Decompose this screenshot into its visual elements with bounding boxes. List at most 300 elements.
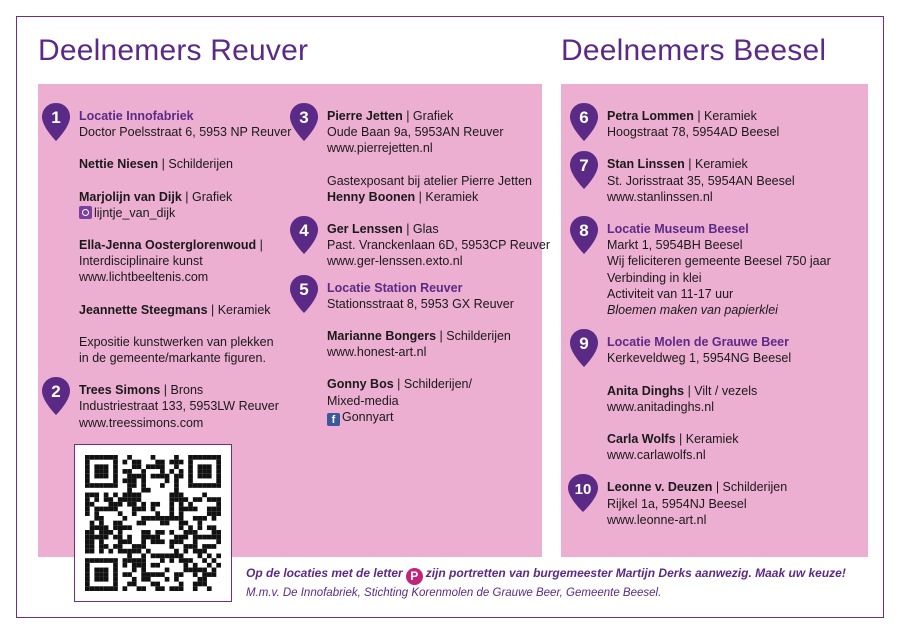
qr-module	[94, 586, 99, 591]
qr-module	[188, 568, 193, 573]
qr-module	[207, 474, 212, 479]
qr-module	[207, 535, 212, 540]
instagram-icon	[79, 206, 92, 219]
qr-module	[169, 507, 174, 512]
qr-module	[127, 469, 132, 474]
qr-module	[212, 511, 217, 516]
qr-module	[183, 549, 188, 554]
qr-module	[165, 516, 170, 521]
qr-module	[85, 469, 90, 474]
marker-number: 8	[579, 221, 589, 241]
website-link[interactable]: www.ger-lenssen.exto.nl	[327, 254, 463, 269]
website-link[interactable]: www.stanlinssen.nl	[607, 189, 713, 204]
qr-module	[165, 577, 170, 582]
qr-module	[94, 474, 99, 479]
artist-name: Nettie Niesen	[79, 157, 159, 172]
qr-module	[207, 525, 212, 530]
artist-gonny	[327, 376, 542, 425]
address: Rijkel 1a, 5954NJ Beesel	[607, 496, 747, 511]
qr-module	[202, 558, 207, 563]
qr-module	[132, 483, 137, 488]
qr-module	[141, 577, 146, 582]
artist-name: Henny Boonen	[327, 189, 416, 204]
qr-module	[123, 493, 128, 498]
entry-8	[579, 221, 862, 318]
exposition-line: in de gemeente/markante figuren.	[79, 351, 266, 366]
qr-module	[193, 507, 198, 512]
qr-module	[132, 502, 137, 507]
qr-module	[198, 582, 203, 587]
guest-exhibitor	[327, 173, 542, 205]
qr-module	[193, 455, 198, 460]
qr-module	[127, 497, 132, 502]
qr-module	[212, 507, 217, 512]
qr-module	[85, 572, 90, 577]
qr-code[interactable]	[74, 444, 232, 602]
qr-module	[179, 469, 184, 474]
qr-module	[174, 553, 179, 558]
qr-module	[141, 535, 146, 540]
qr-module	[104, 558, 109, 563]
qr-module	[216, 483, 221, 488]
qr-module	[141, 544, 146, 549]
qr-module	[179, 572, 184, 577]
qr-module	[174, 464, 179, 469]
qr-module	[155, 586, 160, 591]
artist-ella	[79, 237, 294, 286]
artist-discipline: | Keramiek	[684, 157, 748, 172]
qr-code-graphic	[85, 455, 221, 591]
marker-number: 7	[579, 156, 589, 176]
qr-module	[174, 497, 179, 502]
qr-module	[179, 502, 184, 507]
qr-module	[146, 549, 151, 554]
qr-module	[85, 511, 90, 516]
artist-discipline: | Schilderijen	[436, 329, 511, 344]
qr-module	[198, 535, 203, 540]
qr-module	[198, 455, 203, 460]
qr-module	[132, 493, 137, 498]
qr-module	[99, 474, 104, 479]
qr-module	[202, 577, 207, 582]
artist-name: Anita Dinghs	[607, 383, 685, 398]
qr-module	[108, 586, 113, 591]
qr-module	[108, 530, 113, 535]
website-link[interactable]: www.pierrejetten.nl	[327, 141, 433, 156]
address: Stationsstraat 8, 5953 GX Reuver	[327, 296, 514, 311]
qr-module	[137, 549, 142, 554]
qr-module	[123, 549, 128, 554]
artist-name: Trees Simons	[79, 383, 161, 398]
qr-module	[160, 516, 165, 521]
qr-module	[118, 539, 123, 544]
qr-module	[183, 558, 188, 563]
qr-module	[160, 539, 165, 544]
qr-module	[108, 549, 113, 554]
qr-module	[155, 535, 160, 540]
footer-text: Op de locaties met de letter	[246, 566, 403, 580]
exposition-note	[79, 334, 294, 366]
qr-module	[108, 507, 113, 512]
artist-discipline: | Grafiek	[181, 189, 233, 204]
qr-module	[99, 544, 104, 549]
qr-module	[94, 511, 99, 516]
qr-module	[165, 553, 170, 558]
qr-module	[212, 535, 217, 540]
location-name: Locatie Innofabriek	[79, 109, 194, 123]
qr-module	[127, 553, 132, 558]
marker-number: 10	[574, 481, 592, 499]
qr-module	[99, 455, 104, 460]
qr-module	[104, 586, 109, 591]
qr-module	[113, 464, 118, 469]
qr-module	[212, 483, 217, 488]
address: Doctor Poelsstraat 6, 5953 NP Reuver	[79, 125, 292, 140]
qr-module	[141, 507, 146, 512]
qr-module	[202, 572, 207, 577]
qr-module	[141, 469, 146, 474]
qr-module	[198, 469, 203, 474]
address: Hoogstraat 78, 5954AD Beesel	[607, 125, 780, 140]
marker-number: 9	[579, 334, 589, 354]
qr-module	[174, 460, 179, 465]
qr-module	[127, 582, 132, 587]
qr-module	[207, 544, 212, 549]
qr-module	[216, 469, 221, 474]
qr-module	[137, 493, 142, 498]
qr-module	[193, 568, 198, 573]
qr-module	[198, 525, 203, 530]
entry-9	[579, 334, 862, 366]
qr-module	[85, 558, 90, 563]
qr-module	[104, 493, 109, 498]
qr-module	[94, 497, 99, 502]
artist-discipline: | Keramiek	[415, 189, 479, 204]
qr-module	[179, 582, 184, 587]
qr-module	[151, 474, 156, 479]
qr-module	[198, 549, 203, 554]
artist-anita	[607, 383, 862, 415]
qr-module	[137, 521, 142, 526]
qr-module	[141, 539, 146, 544]
qr-module	[188, 464, 193, 469]
qr-module	[108, 455, 113, 460]
qr-module	[141, 502, 146, 507]
qr-module	[113, 544, 118, 549]
qr-module	[90, 539, 95, 544]
qr-module	[183, 507, 188, 512]
qr-module	[179, 516, 184, 521]
qr-module	[85, 530, 90, 535]
address: Kerkeveldweg 1, 5954NG Beesel	[607, 351, 792, 366]
qr-module	[174, 577, 179, 582]
marker-number: 1	[51, 108, 61, 127]
qr-module	[151, 455, 156, 460]
qr-module	[188, 502, 193, 507]
qr-module	[174, 539, 179, 544]
qr-module	[198, 568, 203, 573]
qr-module	[118, 535, 123, 540]
qr-module	[146, 577, 151, 582]
qr-module	[90, 544, 95, 549]
qr-module	[174, 455, 179, 460]
qr-module	[104, 455, 109, 460]
qr-module	[118, 511, 123, 516]
qr-module	[179, 497, 184, 502]
separator: |	[256, 238, 263, 253]
qr-module	[193, 563, 198, 568]
qr-module	[113, 582, 118, 587]
qr-module	[90, 558, 95, 563]
qr-module	[90, 455, 95, 460]
column-reuver-left	[51, 108, 294, 431]
qr-module	[179, 586, 184, 591]
qr-module	[212, 455, 217, 460]
map-pin-icon	[567, 473, 599, 513]
qr-module	[137, 474, 142, 479]
qr-module	[141, 488, 146, 493]
museum-line: Wij feliciteren gemeente Beesel 750 jaar	[607, 254, 831, 269]
qr-module	[108, 502, 113, 507]
artist-carla	[607, 431, 862, 463]
qr-module	[179, 493, 184, 498]
address: St. Jorisstraat 35, 5954AN Beesel	[607, 173, 795, 188]
artist-discipline: | Schilderijen/	[393, 377, 472, 392]
address: Markt 1, 5954BH Beesel	[607, 238, 743, 253]
qr-module	[179, 511, 184, 516]
qr-module	[169, 539, 174, 544]
qr-module	[132, 460, 137, 465]
qr-module	[113, 455, 118, 460]
qr-module	[90, 530, 95, 535]
qr-module	[127, 483, 132, 488]
qr-module	[202, 516, 207, 521]
qr-module	[151, 516, 156, 521]
qr-module	[155, 464, 160, 469]
qr-module	[188, 474, 193, 479]
qr-module	[85, 586, 90, 591]
qr-module	[108, 497, 113, 502]
qr-module	[113, 563, 118, 568]
qr-module	[94, 525, 99, 530]
qr-module	[188, 460, 193, 465]
qr-module	[132, 568, 137, 573]
qr-module	[188, 525, 193, 530]
qr-module	[207, 497, 212, 502]
location-name: Locatie Molen de Grauwe Beer	[607, 335, 789, 350]
qr-module	[216, 507, 221, 512]
map-pin-icon	[41, 102, 71, 142]
qr-module	[113, 586, 118, 591]
qr-module	[132, 507, 137, 512]
qr-module	[212, 544, 217, 549]
guest-line: Gastexposant bij atelier Pierre Jetten	[327, 173, 532, 188]
qr-module	[85, 507, 90, 512]
qr-module	[207, 469, 212, 474]
qr-module	[132, 563, 137, 568]
qr-module	[179, 558, 184, 563]
qr-module	[193, 539, 198, 544]
qr-module	[169, 530, 174, 535]
qr-module	[165, 474, 170, 479]
qr-module	[155, 511, 160, 516]
qr-module	[99, 572, 104, 577]
qr-module	[127, 558, 132, 563]
qr-module	[104, 525, 109, 530]
qr-module	[146, 530, 151, 535]
qr-module	[183, 563, 188, 568]
artist-name: Petra Lommen	[607, 109, 694, 123]
qr-module	[123, 539, 128, 544]
qr-module	[85, 568, 90, 573]
qr-module	[179, 535, 184, 540]
qr-module	[104, 474, 109, 479]
qr-module	[212, 525, 217, 530]
qr-module	[132, 577, 137, 582]
qr-module	[160, 558, 165, 563]
artist-discipline: | Glas	[402, 222, 439, 237]
qr-module	[146, 516, 151, 521]
qr-module	[188, 544, 193, 549]
qr-module	[151, 539, 156, 544]
qr-module	[123, 572, 128, 577]
qr-module	[160, 460, 165, 465]
qr-module	[118, 521, 123, 526]
qr-module	[94, 469, 99, 474]
qr-module	[141, 586, 146, 591]
qr-module	[155, 460, 160, 465]
qr-module	[174, 549, 179, 554]
artist-name: Leonne v. Deuzen	[607, 480, 713, 495]
qr-module	[113, 558, 118, 563]
qr-module	[202, 464, 207, 469]
qr-module	[174, 493, 179, 498]
qr-module	[207, 572, 212, 577]
marker-number: 5	[299, 279, 309, 299]
instagram-handle[interactable]: lijntje_van_dijk	[94, 205, 176, 220]
qr-module	[202, 469, 207, 474]
qr-module	[137, 464, 142, 469]
qr-module	[113, 577, 118, 582]
qr-module	[165, 478, 170, 483]
website-link[interactable]: www.honest-art.nl	[327, 345, 427, 360]
artist-discipline: | Keramiek	[693, 109, 757, 123]
map-pin-icon	[569, 150, 599, 190]
qr-module	[151, 582, 156, 587]
qr-module	[207, 553, 212, 558]
qr-module	[104, 497, 109, 502]
footer-note	[246, 566, 846, 585]
map-pin-icon	[289, 274, 319, 314]
qr-module	[113, 572, 118, 577]
qr-module	[174, 478, 179, 483]
qr-module	[174, 535, 179, 540]
qr-module	[123, 525, 128, 530]
qr-module	[132, 474, 137, 479]
artist-discipline: | Brons	[160, 383, 204, 398]
qr-module	[188, 469, 193, 474]
qr-module	[85, 460, 90, 465]
qr-module	[174, 483, 179, 488]
qr-module	[108, 558, 113, 563]
qr-module	[113, 507, 118, 512]
qr-module	[108, 483, 113, 488]
qr-module	[179, 460, 184, 465]
qr-module	[188, 483, 193, 488]
website-link[interactable]: www.anitadinghs.nl	[607, 399, 715, 414]
qr-module	[132, 464, 137, 469]
artist-discipline-cont: Mixed-media	[327, 393, 399, 408]
qr-module	[118, 549, 123, 554]
qr-module	[99, 568, 104, 573]
qr-module	[132, 558, 137, 563]
qr-module	[193, 544, 198, 549]
website-link[interactable]: www.lichtbeeltenis.com	[79, 270, 209, 285]
qr-module	[118, 525, 123, 530]
qr-module	[113, 493, 118, 498]
qr-module	[193, 535, 198, 540]
qr-module	[174, 488, 179, 493]
qr-module	[123, 460, 128, 465]
artist-jeannette	[79, 302, 294, 318]
qr-module	[174, 572, 179, 577]
qr-module	[85, 549, 90, 554]
facebook-handle[interactable]: Gonnyart	[342, 409, 394, 424]
qr-module	[179, 474, 184, 479]
qr-module	[193, 549, 198, 554]
qr-module	[216, 530, 221, 535]
website-link[interactable]: www.treessimons.com	[79, 415, 204, 430]
website-link[interactable]: www.carlawolfs.nl	[607, 448, 706, 463]
qr-module	[169, 516, 174, 521]
qr-module	[155, 530, 160, 535]
qr-module	[137, 563, 142, 568]
qr-module	[141, 483, 146, 488]
qr-module	[198, 483, 203, 488]
qr-module	[160, 474, 165, 479]
artist-discipline: | Keramiek	[207, 302, 271, 317]
qr-module	[118, 544, 123, 549]
marker-number: 3	[299, 108, 309, 127]
qr-module	[137, 586, 142, 591]
qr-module	[212, 497, 217, 502]
qr-module	[146, 488, 151, 493]
entry-3	[299, 108, 542, 157]
qr-module	[193, 530, 198, 535]
website-link[interactable]: www.leonne-art.nl	[607, 512, 707, 527]
qr-module	[207, 563, 212, 568]
qr-module	[104, 464, 109, 469]
qr-module	[104, 544, 109, 549]
heading-reuver: Deelnemers Reuver	[38, 34, 309, 67]
qr-module	[141, 572, 146, 577]
qr-module	[90, 525, 95, 530]
qr-module	[137, 544, 142, 549]
qr-module	[165, 521, 170, 526]
museum-line: Activiteit van 11-17 uur	[607, 286, 734, 301]
qr-module	[94, 568, 99, 573]
qr-module	[104, 507, 109, 512]
qr-module	[193, 582, 198, 587]
qr-module	[169, 558, 174, 563]
qr-module	[174, 474, 179, 479]
qr-module	[141, 478, 146, 483]
location-name: Locatie Station Reuver	[327, 280, 463, 295]
qr-module	[198, 521, 203, 526]
artist-name: Ella-Jenna Oosterglorenwoud	[79, 238, 257, 253]
qr-module	[146, 535, 151, 540]
qr-module	[104, 568, 109, 573]
